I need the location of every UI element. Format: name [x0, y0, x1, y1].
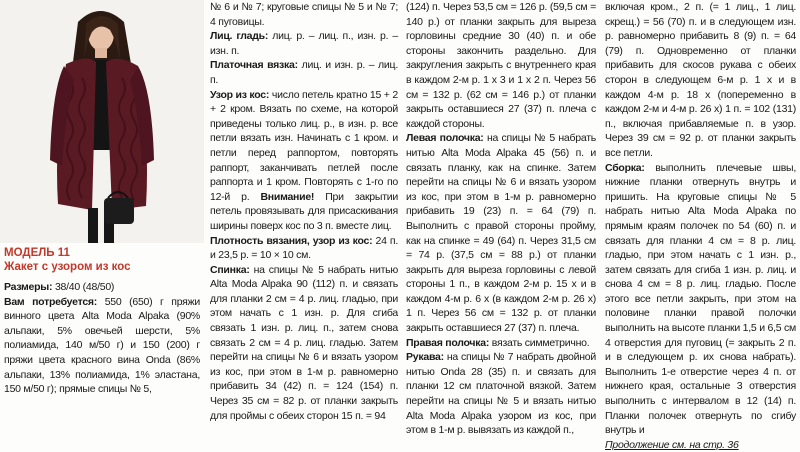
right-front-paragraph	[406, 336, 596, 351]
back-paragraph	[210, 263, 398, 424]
model-subtitle: Жакет с узором из кос	[4, 261, 131, 273]
continued-link[interactable]	[605, 438, 796, 452]
gauge-paragraph	[210, 234, 398, 263]
gauge-label: Плотность вязания, узор из кос:	[210, 234, 373, 247]
stitch-stockinette	[210, 29, 398, 58]
right-front-text: вязать симметрично.	[489, 336, 590, 349]
sizes-text: 38/40 (48/50)	[52, 281, 115, 293]
left-front-paragraph	[406, 131, 596, 335]
woman-in-jacket-illustration	[0, 0, 204, 243]
assembly-paragraph	[605, 161, 796, 438]
materials-label: Вам потребуется:	[4, 295, 98, 308]
materials-paragraph	[4, 295, 200, 397]
model-photo	[0, 0, 204, 243]
stitch-label: Лиц. гладь:	[210, 30, 269, 43]
sizes-label: Размеры:	[4, 281, 53, 293]
sleeve-label: Рукава:	[406, 351, 444, 364]
stitch-text: лиц. и изн. р. – лиц. п.	[210, 59, 398, 86]
stitch-label: Узор из кос:	[210, 88, 270, 101]
sleeve-paragraph	[406, 350, 596, 438]
assembly-label: Сборка:	[605, 161, 645, 174]
sleeve-text: на спицы № 7 набрать двойной нитью Onda 28 (35) п. и связать для планки 12 см платочной вязкой. Затем перейти на спицы № 5 и вязать нитью Alta Moda Alpaka узором из кос, при этом в 1-м р. вывязать из каждой п.,	[406, 351, 596, 437]
text-column-4	[605, 0, 796, 452]
stitch-garter	[210, 58, 398, 87]
assembly-text: выполнить плечевые швы, нижние планки отвернуть внутрь и пришить. На круговые спицы № 5 набрать нитью Alta Moda Alpaka по прямым краям полочек по 54 (60) п. и связать для планки 4 см = 8 р. лиц. гладью, при этом начать с 1 изн. р., затем связать для сгиба 1 изн. р. лиц. и снова 4 см = 8 р. лиц. гладью. После этого все петли закрыть, при этом на половине планки правой полочки выполнить на высоте планки 1,5 и 6,5 см 4 отверстия для пуговиц (= закрыть 2 п. и в следующем р. их снова набрать). Выполнить 1-е отверстие через 4 п. от нижнего края, остальные 3 отверстия выполнить с интервалом в 12 (14) п. Планки полочек отвернуть по сгибу внутрь и	[605, 161, 796, 437]
attention-label: Внимание!	[260, 190, 315, 203]
stitch-label: Платочная вязка:	[210, 59, 298, 72]
materials-continued: № 6 и № 7; круговые спицы № 5 и № 7; 4 пуговицы.	[210, 1, 398, 28]
left-front-label: Левая полочка:	[406, 132, 484, 145]
model-title: МОДЕЛЬ 11	[4, 247, 70, 259]
text-column-2	[210, 0, 398, 423]
sizes-paragraph	[4, 280, 200, 295]
back-label: Спинка:	[210, 263, 250, 276]
right-front-label: Правая полочка:	[406, 336, 490, 349]
continued-text[interactable]: Продолжение см. на стр. 36	[605, 438, 739, 451]
back-text: на спицы № 5 набрать нитью Alta Moda Alpaka 90 (112) п. и связать для планки 2 см = 4 р. лиц. гладью, при этом начать с 1 изн. р. Для сгиба связать 1 изн. р. лиц. п., затем снова связать 2 см = 4 р. лиц. гладью. Затем перейти на спицы № 6 и вязать узором из кос, при этом в 1-м р. равномерно прибавить 34 (42) п. = 124 (154) п. Через 35 см = 82 р. от планки закрыть для проймы с обеих сторон 15 п. = 94	[210, 263, 398, 422]
stitch-text: лиц. р. – лиц. п., изн. р. – изн. п.	[210, 30, 398, 57]
materials-text: 550 (650) г пряжи винного цвета Alta Moda Alpaka (90% альпаки, 5% овечьей шерсти, 5% полиамида, 140 м/50 г) и 150 (200) г пряжи цвета красного вина Onda (86% альпаки, 13% полиамида, 1% эластана, 150 м/50 г); прямые спицы № 5,	[4, 295, 200, 396]
stitch-cable	[210, 88, 398, 234]
back-continued: (124) п. Через 53,5 см = 126 р. (59,5 см = 140 р.) от планки закрыть для выреза горловины средние 30 (40) п. и обе стороны закончить раздельно. Для закругления закрыть с внутреннего края в каждом 2-м р. 1 х 3 и 1 х 2 п. Через 56 см = 132 р. (62 см = 146 р.) от планки закрыть оставшиеся 27 (37) п. плеча с каждой стороны.	[406, 1, 596, 130]
stitch-text: число петель кратно 15 + 2 + 2 кром. Вязать по схеме, на которой приведены только лиц. р., в изн. р. все петли вязать изн. Начинать с 1 кром. и петли перед раппортом, повторять раппорт, заканчивать петлей после раппорта и 1 кром. Повторять с 1-го по 12-й р.	[210, 88, 398, 203]
attention-text: При закрытии петель провязывать для присаскивания ширины поверх кос по 3 п. вместе лиц.	[210, 190, 398, 232]
sleeve-continued: включая кром., 2 п. (= 1 лиц., 1 лиц. скрещ.) = 56 (70) п. и в следующем изн. р. равномерно прибавить 8 (9) п. = 64 (79) п. Одновременно от планки прибавить для скосов рукава с обеих сторон в следующем 6-м р. 1 х и в каждом 4-м р. 18 х (попеременно в каждом 2-м и 4-м р. 26 х) 1 п. = 102 (131) п., включая прибавляемые п. в узор. Через 39 см = 92 р. от планки закрыть все петли.	[605, 1, 796, 159]
text-column-1	[4, 246, 200, 397]
left-front-text: на спицы № 5 набрать нитью Alta Moda Alpaka 45 (56) п. и связать планку, как на спинке. Затем перейти на спицы № 6 и вязать узором из кос, при этом в 1-м р. равномерно прибавить 19 (23) п. = 64 (79) п. Выполнить с правой стороны пройму, как на спинке = 49 (64) п. Через 31,5 см = 74 р. (37,5 см = 88 р.) от планки закрыть для выреза горловины с левой стороны 1 п., в каждом 2-м р. 15 х и в каждом 4-м р. 6 х (в каждом 2-м р. 26 х) 1 п. Через 56 см = 132 р. от планки закрыть оставшиеся 27 (37) п. плеча.	[406, 132, 596, 335]
gauge-text: 24 п. и 23,5 р. = 10 × 10 см.	[210, 234, 398, 262]
text-column-3	[406, 0, 596, 438]
